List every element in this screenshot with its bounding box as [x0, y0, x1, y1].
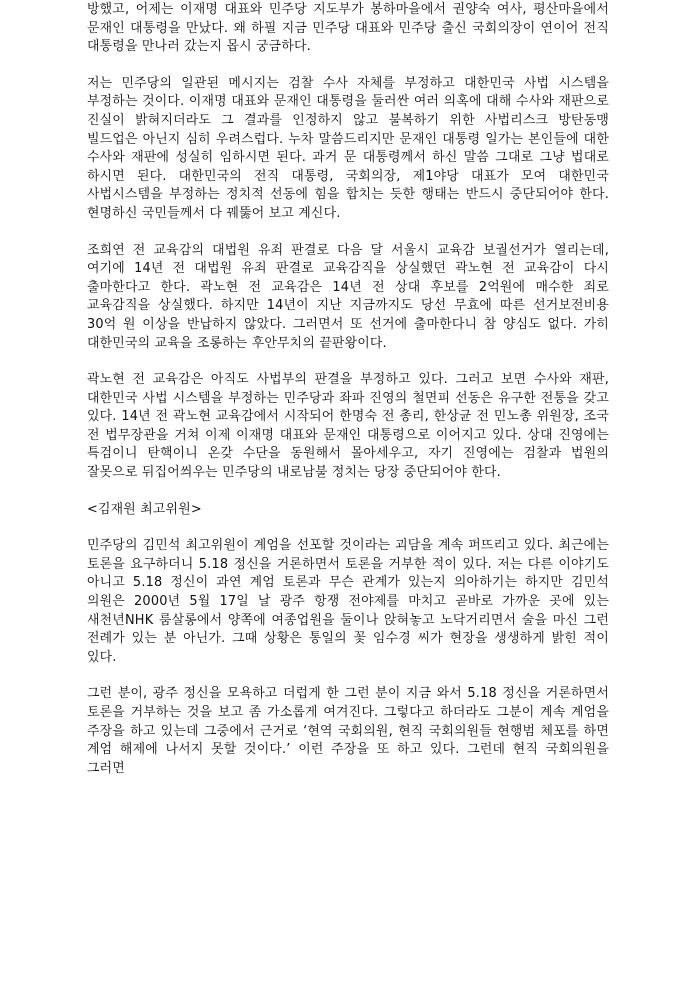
- paragraph-4: 곽노현 전 교육감은 아직도 사법부의 판결을 부정하고 있다. 그러고 보면 수사와 재판, 대한민국 사법 시스템을 부정하는 민주당과 좌파 진영의 철면피 선동은 유구한 전통을 갖고 있다. 14년 전 곽노현 교육감에서 시작되어 한명숙 전 총리, 한상균 전 민노총 위원장, 조국 전 법무장관을 거쳐 이제 이재명 대표와 문재인 대통령으로 이어지고 있다. 상대 진영에는 특검이니 탄핵이니 온갖 수단을 동원해서 몰아세우고, 자기 진영에는 검찰과 법원의 잘못으로 뒤집어씌우는 민주당의 내로남불 정치는 당장 중단되어야 한다.: [87, 372, 609, 481]
- section-heading: <김재원 최고위원>: [87, 501, 202, 517]
- paragraph-6: 그런 분이, 광주 정신을 모욕하고 더럽게 한 그런 분이 지금 와서 5.18 정신을 거론하면서 토론을 거부하는 것을 보고 좀 가소롭게 여겨진다. 그렇다고 하더라도 그분이 계속 계엄을 주장을 하고 있는데 그중에서 근거로 ‘현역 국회의원, 현직 국회의원들 현행범 체포를 하면 계엄 해제에 나서지 못할 것이다.’ 이런 주장을 또 하고 있다. 그런데 현직 국회의원을 그러면: [87, 686, 609, 776]
- document-body: [87, 0, 609, 796]
- paragraph-3: 조희연 전 교육감의 대법원 유죄 판결로 다음 달 서울시 교육감 보궐선거가 열리는데, 여기에 14년 전 대법원 유죄 판결로 교육감직을 상실했던 곽노현 전 교육감이 다시 출마한다고 한다. 곽노현 전 교육감은 14년 전 상대 후보를 2억원에 매수한 죄로 교육감직을 상실했다. 하지만 14년이 지난 지금까지도 당선 무효에 따른 선거보전비용 30억 원 이상을 반납하지 않았다. 그러면서 또 선거에 출마한다니 참 양심도 없다. 가히 대한민국의 교육을 조롱하는 후안무치의 끝판왕이다.: [87, 242, 609, 351]
- paragraph-2: 저는 민주당의 일관된 메시지는 검찰 수사 자체를 부정하고 대한민국 사법 시스템을 부정하는 것이다. 이재명 대표와 문재인 대통령을 둘러싼 여러 의혹에 대해 수사와 재판으로 진실이 밝혀지더라도 그 결과를 인정하지 않고 불복하기 위한 사법리스크 방탄동맹 빌드업은 아닌지 심히 우려스럽다. 누차 말씀드리지만 문재인 대통령 일가는 본인들에 대한 수사와 재판에 성실히 임하시면 된다. 과거 문 대통령께서 하신 말씀 그대로 그냥 법대로 하시면 된다. 대한민국의 전직 대통령, 국회의장, 제1야당 대표가 모여 대한민국 사법시스템을 부정하는 정치적 선동에 힘을 합치는 듯한 행태는 반드시 중단되어야 한다. 현명하신 국민들께서 다 꿰뚫어 보고 계신다.: [87, 75, 609, 221]
- paragraph-1: 방했고, 어제는 이재명 대표와 민주당 지도부가 봉하마을에서 권양숙 여사, 평산마을에서 문재인 대통령을 만났다. 왜 하필 지금 민주당 대표와 민주당 출신 국회의장이 연이어 전직 대통령을 만나러 갔는지 몹시 궁금하다.: [87, 2, 609, 55]
- paragraph-5: 민주당의 김민석 최고위원이 계엄을 선포할 것이라는 괴담을 계속 퍼뜨리고 있다. 최근에는 토론을 요구하더니 5.18 정신을 거론하면서 토론을 거부한 적이 있다. 저는 다른 이야기도 아니고 5.18 정신이 과연 계엄 토론과 무슨 관계가 있는지 의아하기는 하지만 김민석 의원은 2000년 5월 17일 날 광주 항쟁 전야제를 마치고 곧바로 가까운 곳에 있는 새천년NHK 룸살롱에서 양쪽에 여종업원을 둘이나 앉혀놓고 노닥거리면서 술을 마신 그런 전례가 있는 분 아닌가. 그때 상황은 통일의 꽃 임수경 씨가 현장을 생생하게 밝힌 적이 있다.: [87, 538, 609, 665]
